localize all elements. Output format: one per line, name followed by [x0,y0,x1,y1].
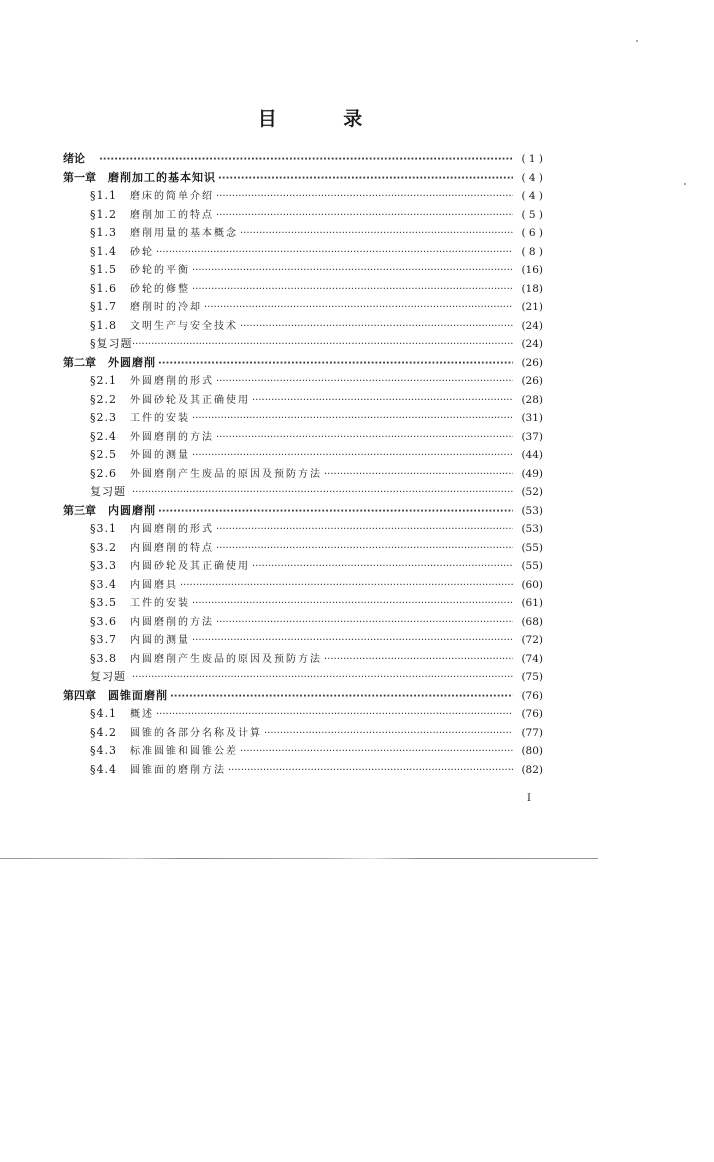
toc-entry-title: 外圆的测量 [130,450,190,461]
toc-section-entry [63,520,543,539]
toc-section-entry [63,409,543,428]
toc-dot-leader [192,262,513,281]
toc-entry-number: §3.1 [90,522,117,535]
toc-entry-page: (28) [521,393,543,406]
toc-entry-number: §4.1 [90,707,117,720]
toc-entry-page: (75) [521,671,543,683]
toc-dot-leader [156,706,513,725]
toc-dot-leader [216,614,513,633]
toc-entry-title: 外圆磨削产生废品的原因及预防方法 [130,468,322,480]
toc-dot-leader [218,170,513,189]
toc-entry-number: §1.2 [90,207,117,221]
toc-entry-title: 圆锥面磨削 [108,688,168,702]
toc-entry-title: 内圆砂轮及其正确使用 [130,561,250,572]
toc-dot-leader [132,484,513,503]
toc-entry-title: 砂轮 [130,246,154,258]
toc-section-entry [63,483,543,502]
toc-dot-leader [192,447,513,466]
toc-dot-leader [99,151,513,170]
toc-entry-title: 文明生产与安全技术 [130,320,238,332]
toc-section-entry [63,391,543,410]
toc-entry-title: 外圆磨削的形式 [130,376,214,387]
toc-entry-page: (76) [521,689,543,702]
toc-entry-number: §1.5 [90,263,117,276]
toc-dot-leader [180,577,513,596]
toc-entry-title: 标准圆锥和圆锥公差 [130,746,238,757]
toc-entry-number: 第四章 [63,688,96,702]
toc-chapter-entry [63,354,543,373]
toc-section-entry [63,187,543,206]
toc-entry-title: 圆锥面的磨削方法 [130,764,226,776]
toc-entry-page: (53) [521,523,543,535]
scan-edge-line [0,858,598,859]
toc-entry-number: §1.4 [90,244,117,258]
toc-dot-leader [216,207,513,226]
toc-entry-number: §3.8 [90,651,117,665]
toc-dot-leader [192,632,513,651]
toc-entry-number: §复习题 [90,337,133,350]
toc-section-entry [63,372,543,391]
toc-entry-title: 砂轮的修整 [130,283,190,295]
toc-chapter-entry [63,150,543,169]
toc-entry-page: ( 4 ) [521,171,543,184]
toc-section-entry [63,761,543,780]
scan-speck [684,183,686,185]
toc-section-entry [63,539,543,558]
toc-entry-page: (68) [521,615,543,628]
toc-dot-leader [252,392,513,411]
toc-section-entry [63,317,543,336]
toc-chapter-entry [63,169,543,188]
toc-entry-title: 概述 [130,709,154,720]
toc-entry-title: 内圆磨削的方法 [130,616,214,628]
toc-entry-page: (80) [521,745,543,757]
toc-entry-number: §2.5 [90,448,117,461]
toc-section-entry [63,298,543,317]
toc-entry-title: 内圆的测量 [130,635,190,646]
toc-entry-page: (60) [521,578,543,591]
toc-entry-page: ( 4 ) [521,190,543,202]
toc-section-entry [63,705,543,724]
page-title: 目 录 [257,108,393,130]
toc-entry-number: §2.3 [90,411,117,424]
toc-chapter-entry [63,502,543,521]
toc-entry-page: (55) [521,541,543,554]
toc-section-entry [63,446,543,465]
toc-section-entry [63,576,543,595]
toc-section-entry [63,206,543,225]
toc-entry-title: 磨削用量的基本概念 [130,228,238,239]
toc-dot-leader [192,410,513,429]
scan-speck [636,40,638,42]
toc-entry-number: §3.7 [90,633,117,646]
toc-entry-number: §3.2 [90,540,117,554]
toc-entry-page: ( 1 ) [521,153,543,165]
toc-entry-title: 砂轮的平衡 [130,265,190,276]
toc-dot-leader [132,336,513,355]
toc-entry-number: 复习题 [90,485,126,498]
toc-dot-leader [252,558,513,577]
toc-entry-title: 内圆磨具 [130,579,178,591]
toc-entry-number: §1.7 [90,300,117,313]
toc-dot-leader [156,244,513,263]
toc-dot-leader [324,651,513,670]
toc-entry-page: (55) [521,560,543,572]
toc-entry-number: §2.1 [90,374,117,387]
table-of-contents [63,150,543,779]
toc-section-entry [63,724,543,743]
toc-entry-page: (77) [521,726,543,739]
toc-entry-number: §3.3 [90,559,117,572]
toc-entry-title: 外圆磨削的方法 [130,431,214,443]
toc-dot-leader [192,281,513,300]
toc-section-entry [63,613,543,632]
toc-section-entry [63,465,543,484]
toc-entry-title: 内圆磨削的特点 [130,542,214,554]
toc-section-entry [63,280,543,299]
toc-entry-number: §4.2 [90,725,117,739]
toc-entry-number: §2.6 [90,466,117,480]
toc-entry-page: (26) [521,375,543,387]
toc-entry-title: 内圆磨削 [108,503,156,517]
toc-dot-leader [324,466,513,485]
toc-dot-leader [216,188,513,207]
toc-dot-leader [192,595,513,614]
toc-entry-page: (82) [521,763,543,776]
toc-dot-leader [216,540,513,559]
toc-dot-leader [158,355,513,374]
toc-dot-leader [216,373,513,392]
toc-dot-leader [158,503,513,522]
toc-entry-number: §2.2 [90,392,117,406]
toc-entry-title: 外圆磨削 [108,355,156,369]
toc-dot-leader [132,669,513,688]
toc-entry-page: (53) [521,504,543,517]
toc-entry-page: (76) [521,708,543,720]
toc-section-entry [63,224,543,243]
toc-entry-number: §1.1 [90,189,117,202]
toc-dot-leader [240,318,513,337]
toc-entry-title: 外圆砂轮及其正确使用 [130,394,250,406]
toc-dot-leader [240,743,513,762]
toc-entry-page: (44) [521,449,543,461]
toc-section-entry [63,261,543,280]
toc-dot-leader [216,521,513,540]
toc-entry-title: 磨床的简单介绍 [130,191,214,202]
toc-dot-leader [228,762,513,781]
toc-entry-title: 工件的安装 [130,598,190,609]
toc-section-entry [63,594,543,613]
toc-entry-number: §3.6 [90,614,117,628]
toc-entry-title: 内圆磨削的形式 [130,524,214,535]
toc-entry-page: (24) [521,319,543,332]
toc-entry-number: §4.4 [90,762,117,776]
toc-section-entry [63,668,543,687]
toc-entry-number: §3.4 [90,577,117,591]
toc-entry-number: §1.6 [90,281,117,295]
toc-entry-page: (72) [521,634,543,646]
toc-entry-page: (61) [521,597,543,609]
toc-section-entry [63,243,543,262]
toc-entry-title: 内圆磨削产生废品的原因及预防方法 [130,653,322,665]
toc-entry-page: (16) [521,264,543,276]
toc-section-entry [63,335,543,354]
toc-entry-title: 磨削加工的基本知识 [108,170,216,184]
toc-section-entry [63,428,543,447]
toc-entry-number: 第一章 [63,170,96,184]
toc-entry-number: §1.3 [90,226,117,239]
toc-entry-title: 圆锥的各部分名称及计算 [130,727,262,739]
toc-dot-leader [170,688,513,707]
toc-entry-page: (21) [521,301,543,313]
toc-entry-page: (24) [521,338,543,350]
toc-entry-number: 绪论 [63,152,85,165]
toc-entry-number: 第二章 [63,355,96,369]
toc-entry-page: (74) [521,652,543,665]
toc-dot-leader [264,725,513,744]
toc-entry-title: 工件的安装 [130,413,190,424]
toc-entry-page: ( 8 ) [521,245,543,258]
toc-entry-page: (52) [521,486,543,498]
toc-entry-number: §3.5 [90,596,117,609]
toc-entry-page: (49) [521,467,543,480]
toc-section-entry [63,557,543,576]
toc-section-entry [63,742,543,761]
toc-section-entry [63,631,543,650]
toc-entry-number: 复习题 [90,670,126,683]
toc-entry-number: §2.4 [90,429,117,443]
toc-chapter-entry [63,687,543,706]
toc-entry-number: §1.8 [90,318,117,332]
toc-dot-leader [204,299,513,318]
toc-dot-leader [216,429,513,448]
page-number: I [527,793,531,804]
toc-entry-page: ( 6 ) [521,227,543,239]
toc-entry-title: 磨削加工的特点 [130,209,214,221]
toc-entry-title: 磨削时的冷却 [130,302,202,313]
toc-entry-page: (37) [521,430,543,443]
toc-entry-number: §4.3 [90,744,117,757]
toc-dot-leader [240,225,513,244]
toc-entry-page: (26) [521,356,543,369]
toc-entry-page: ( 5 ) [521,208,543,221]
toc-section-entry [63,650,543,669]
toc-entry-page: (18) [521,282,543,295]
toc-entry-number: 第三章 [63,503,96,517]
toc-entry-page: (31) [521,412,543,424]
